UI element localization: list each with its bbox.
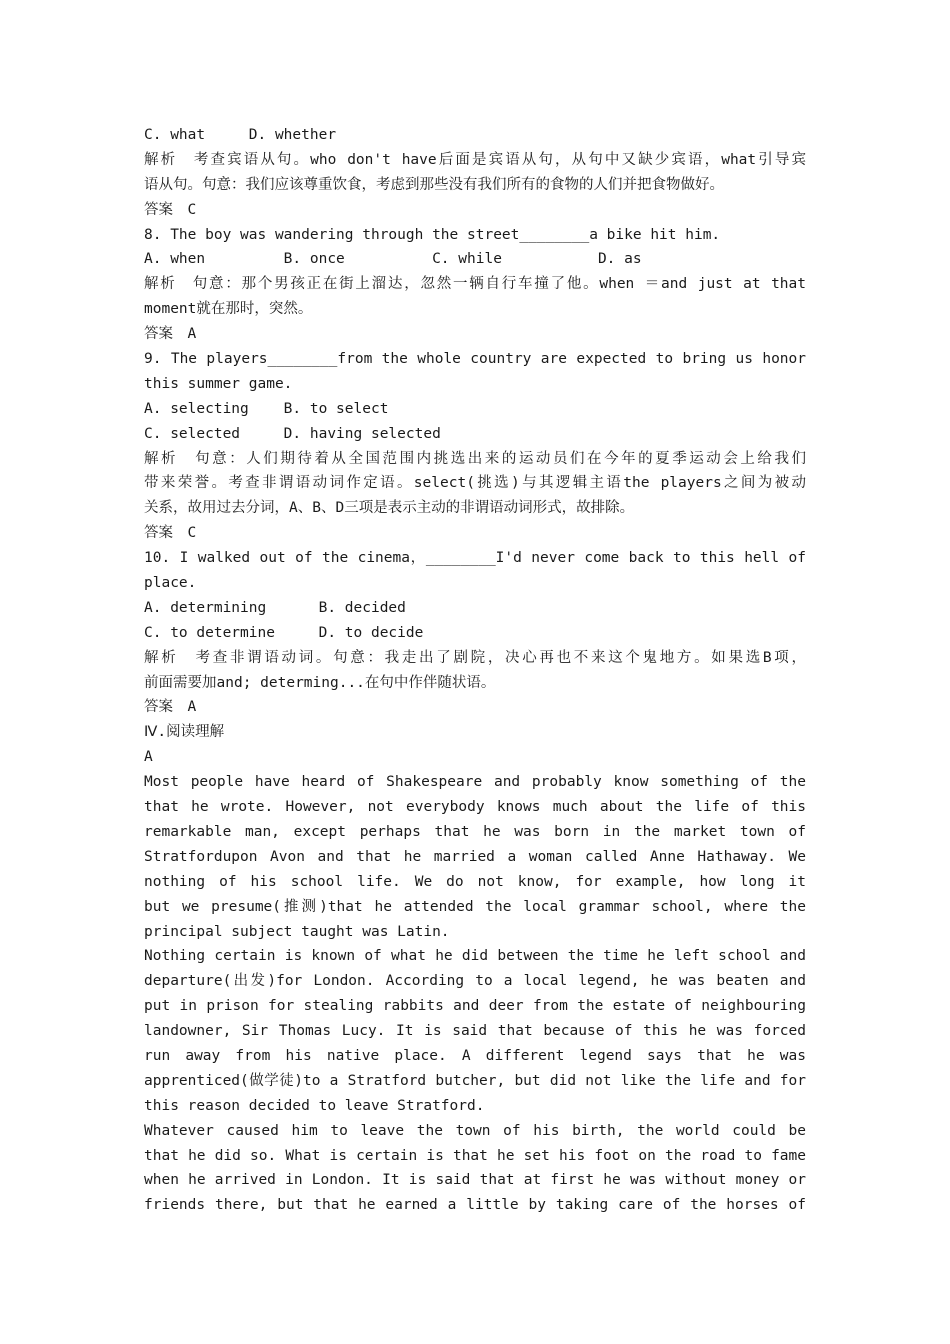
- text-line: 8. The boy was wandering through the street________a bike hit him.: [144, 226, 721, 243]
- text-line: A. selecting B. to select: [144, 400, 389, 417]
- text-line: Nothing certain is known of what he did between the time he left school and: [144, 948, 806, 965]
- text-line: remarkable man, except perhaps that he was born in the market town of: [144, 823, 806, 840]
- text-line: 10. I walked out of the cinema，________I'd never come back to this hell of: [144, 550, 806, 567]
- text-line: run away from his native place. A different legend says that he was: [144, 1047, 806, 1064]
- text-line: A: [144, 749, 153, 766]
- text-line: 答案 C: [144, 525, 197, 542]
- text-line: 解析 句意：人们期待着从全国范围内挑选出来的运动员们在今年的夏季运动会上给我们: [144, 450, 806, 467]
- document-page: [144, 123, 806, 1218]
- text-line: Most people have heard of Shakespeare and probably know something of the: [144, 774, 806, 791]
- text-line: moment就在那时，突然。: [144, 301, 313, 318]
- text-line: principal subject taught was Latin.: [144, 923, 450, 940]
- text-line: C. to determine D. to decide: [144, 624, 424, 641]
- text-line: 解析 考查非谓语动词。句意：我走出了剧院，决心再也不来这个鬼地方。如果选B项，: [144, 649, 806, 666]
- text-line: 答案 A: [144, 699, 197, 716]
- text-line: this reason decided to leave Stratford.: [144, 1097, 485, 1114]
- text-line: 9. The players________from the whole country are expected to bring us honor: [144, 351, 806, 368]
- text-line: apprenticed(做学徒)to a Stratford butcher, but did not like the life and for: [144, 1072, 806, 1089]
- text-line: Stratfordupon Avon and that he married a woman called Anne Hathaway. We: [144, 848, 806, 865]
- text-line: 前面需要加and; determing...在句中作伴随状语。: [144, 674, 496, 691]
- text-line: 解析 句意：那个男孩正在街上溜达，忽然一辆自行车撞了他。when ＝and just at that: [144, 276, 806, 293]
- text-line: 带来荣誉。考查非谓语动词作定语。select(挑选)与其逻辑主语the players之间为被动: [144, 475, 806, 492]
- text-line: 答案 C: [144, 201, 197, 218]
- text-line: but we presume(推测)that he attended the local grammar school, where the: [144, 898, 806, 915]
- text-line: departure(出发)for London. According to a local legend, he was beaten and: [144, 973, 806, 990]
- text-line: 语从句。句意：我们应该尊重饮食，考虑到那些没有我们所有的食物的人们并把食物做好。: [144, 176, 724, 193]
- text-line: that he wrote. However, not everybody knows much about the life of this: [144, 799, 806, 816]
- text-line: 答案 A: [144, 326, 197, 343]
- text-line: C. what D. whether: [144, 127, 337, 143]
- text-line: 解析 考查宾语从句。who don't have后面是宾语从句，从句中又缺少宾语，what引导宾: [144, 151, 806, 168]
- text-line: put in prison for stealing rabbits and deer from the estate of neighbouring: [144, 998, 806, 1015]
- text-line: A. when B. once C. while D. as: [144, 251, 642, 268]
- text-line: A. determining B. decided: [144, 599, 406, 616]
- text-line: friends there, but that he earned a little by taking care of the horses of: [144, 1197, 806, 1214]
- text-line: that he did so. What is certain is that he set his foot on the road to fame: [144, 1147, 806, 1164]
- text-line: landowner, Sir Thomas Lucy. It is said that because of this he was forced: [144, 1023, 806, 1040]
- text-line: place.: [144, 575, 197, 592]
- text-line: 关系，故用过去分词，A、B、D三项是表示主动的非谓语动词形式，故排除。: [144, 500, 635, 517]
- text-line: this summer game.: [144, 375, 293, 392]
- text-line: C. selected D. having selected: [144, 425, 441, 442]
- text-line: when he arrived in London. It is said that at first he was without money or: [144, 1172, 806, 1189]
- text-line: Whatever caused him to leave the town of his birth, the world could be: [144, 1122, 806, 1139]
- text-line: nothing of his school life. We do not know, for example, how long it: [144, 873, 806, 890]
- text-line: Ⅳ.阅读理解: [144, 724, 225, 741]
